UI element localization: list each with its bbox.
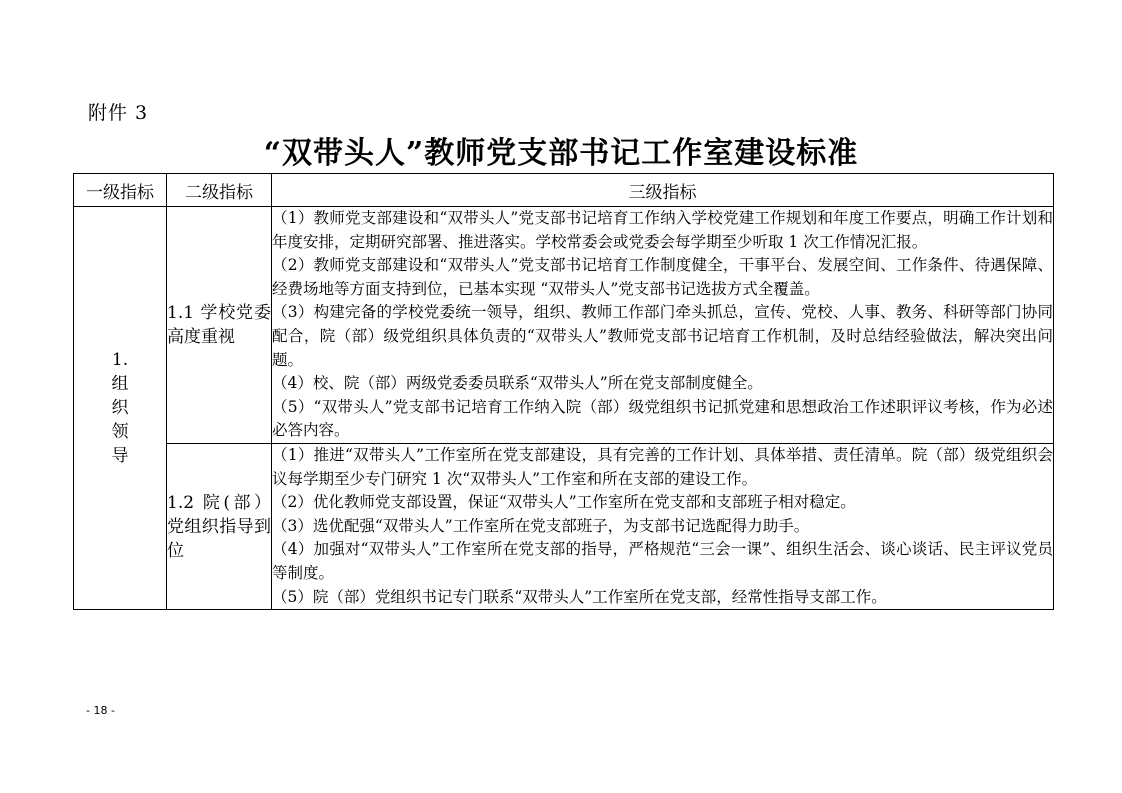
criterion-item: （2）教师党支部建设和“双带头人”党支部书记培育工作制度健全，干事平台、发展空间、工作条件、待遇保障、经费场地等方面支持到位，已基本实现 “双带头人”党支部书记选拔方式全覆盖。 (272, 256, 1053, 298)
criterion-item: （4）加强对“双带头人”工作室所在党支部的指导，严格规范“三会一课”、组织生活会、谈心谈话、民主评议党员等制度。 (272, 540, 1053, 582)
criterion-item: （4）校、院（部）两级党委委员联系“双带头人”所在党支部制度健全。 (272, 374, 763, 393)
criterion-item: （5）院（部）党组织书记专门联系“双带头人”工作室所在党支部，经常性指导支部工作。 (272, 587, 887, 606)
level3-cell (272, 207, 1054, 444)
level1-cell (74, 207, 167, 610)
level3-cell (272, 443, 1054, 609)
criterion-item: （3）构建完备的学校党委统一领导，组织、教师工作部门牵头抓总，宣传、党校、人事、教务、科研等部门协同配合，院（部）级党组织具体负责的“双带头人”教师党支部书记培育工作机制，及时总结经验做法，解决突出问题。 (272, 303, 1053, 369)
table-header-row (74, 174, 1054, 207)
standards-table (73, 173, 1054, 610)
criterion-item: （3）选优配强“双带头人”工作室所在党支部班子，为支部书记选配得力助手。 (272, 516, 810, 535)
column-header-level2: 二级指标 (167, 174, 272, 207)
table-row (74, 207, 1054, 444)
page-number: - 18 - (86, 704, 115, 717)
criterion-item: （2）优化教师党支部设置，保证“双带头人”工作室所在党支部和支部班子相对稳定。 (272, 493, 856, 512)
level2-cell: 1.1 学校党委高度重视 (167, 207, 272, 444)
criterion-item: （1）教师党支部建设和“双带头人”党支部书记培育工作纳入学校党建工作规划和年度工作要点，明确工作计划和年度安排，定期研究部署、推进落实。学校常委会或党委会每学期至少听取 1 次工作情况汇报。 (272, 209, 1053, 251)
column-header-level3: 三级指标 (272, 174, 1054, 207)
attachment-label: 附件 3 (88, 102, 149, 124)
level2-cell: 1.2 院(部）党组织指导到位 (167, 443, 272, 609)
document-title: “双带头人”教师党支部书记工作室建设标准 (263, 136, 859, 171)
criterion-item: （1）推进“双带头人”工作室所在党支部建设，具有完善的工作计划、具体举措、责任清单。院（部）级党组织会议每学期至少专门研究 1 次“双带头人”工作室和所在支部的建设工作。 (272, 445, 1053, 488)
table-row (74, 443, 1054, 609)
column-header-level1: 一级指标 (74, 174, 167, 207)
level1-label: 1.组织领导 (111, 350, 129, 467)
criterion-item: （5）“双带头人”党支部书记培育工作纳入院（部）级党组织书记抓党建和思想政治工作述职评议考核，作为必述必答内容。 (272, 397, 1053, 440)
